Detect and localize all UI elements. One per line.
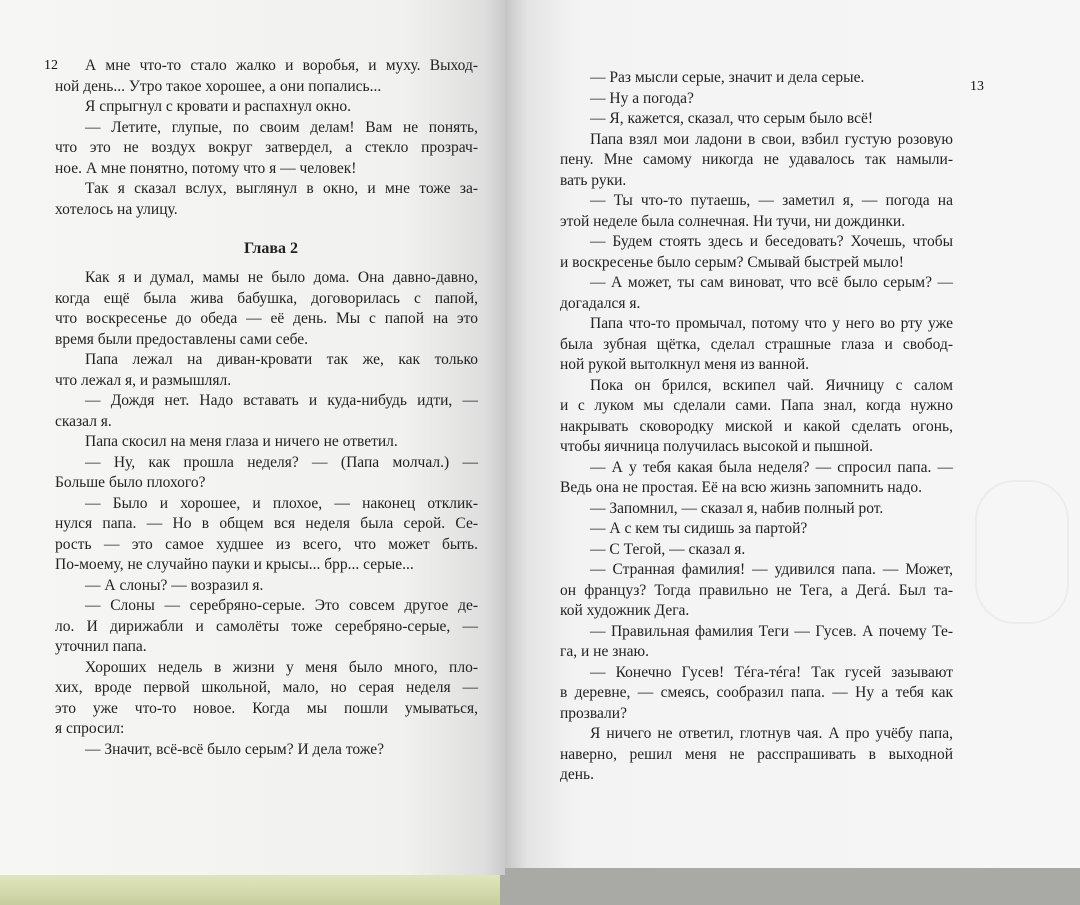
text-line: этой неделе была солнечная. Ни тучи, ни дождинки. — [560, 212, 906, 230]
text-line: накрывать сковородку миской и какой сделать огонь, — [560, 417, 953, 435]
text-line: — Будем стоять здесь и беседовать? Хочешь, чтобы — [590, 233, 953, 250]
text-line: и воскресенье было серым? Смывай быстрей мыло! — [560, 253, 904, 271]
text-line: — Дождя нет. Надо вставать и куда-нибудь идти, — — [85, 392, 478, 409]
text-line: — А у тебя какая была неделя? — спросил папа. — — [590, 458, 953, 476]
text-line: я спросил: — [55, 720, 125, 737]
text-line: Хороших недель в жизни у меня было много, пло- — [85, 658, 478, 676]
text-line: — Слоны — серебряно-серые. Это совсем другое де- — [85, 597, 478, 614]
text-line: Так я сказал вслух, выглянул в окно, и мне тоже за- — [85, 180, 478, 197]
text-line: и с луком мы сделали сами. Папа знал, когда нужно — [560, 397, 953, 414]
text-line: Я спрыгнул с кровати и распахнул окно. — [85, 98, 351, 115]
text-line: — Было и хорошее, и плохое, — наконец отклик- — [85, 494, 478, 512]
text-line: Ведь она не простая. Её на всю жизнь запомнить надо. — [560, 479, 923, 496]
text-line: Как я и думал, мамы не было дома. Она давно-давно, — [85, 269, 478, 286]
text-line: уточнил папа. — [55, 638, 147, 655]
text-line: что лежал я, и размышлял. — [55, 371, 232, 389]
text-line: — Ну, как прошла неделя? — (Папа молчал.) — — [85, 453, 478, 471]
text-line: — Ты что-то путаешь, — заметил я, — погода на — [590, 192, 953, 209]
text-line: наверно, решил меня не расспрашивать в выходной — [560, 745, 953, 763]
left-page-top-text — [55, 56, 478, 220]
left-page-body-text — [55, 268, 478, 760]
text-line: сказал я. — [55, 412, 112, 430]
text-line: — Раз мысли серые, значит и дела серые. — [590, 69, 865, 86]
text-line: чтобы яичница получилась высокой и пышной. — [560, 438, 874, 455]
text-line: — Конечно Гусев! Тéга-тéга! Так гусей зазывают — [590, 663, 953, 681]
text-line: — Ну а погода? — [590, 89, 694, 107]
left-page — [0, 0, 505, 875]
text-line: в деревне, — смеясь, сообразил папа. — Ну а тебя как — [560, 684, 953, 701]
bleed-through-illustration — [975, 480, 1069, 624]
text-line: день. — [560, 766, 595, 783]
text-line: он француз? Тогда правильно не Тега, а Дегá. Был та- — [560, 581, 953, 599]
text-line: кой художник Дега. — [560, 602, 690, 619]
text-line: А мне что-то стало жалко и воробья, и муху. Выход- — [85, 57, 478, 74]
text-line: По-моему, не случайно пауки и крысы... брр... серые... — [55, 556, 414, 573]
page-number-right: 13 — [970, 79, 984, 94]
text-line: Папа взял мои ладони в свои, взбил густую розовую — [590, 130, 953, 148]
text-line: рость — это самое худшее из всего, что может быть. — [55, 535, 478, 553]
text-line: Я ничего не ответил, глотнув чая. А про учёбу папа, — [590, 725, 953, 742]
text-line: хих, вроде первой школьной, мало, но серая неделя — — [55, 679, 478, 696]
text-line: была зубная щётка, сделал страшные глаза и свобод- — [560, 335, 953, 353]
text-line: ло. И дирижабли и самолёты тоже серебряно-серые, — — [55, 617, 478, 635]
text-line: — А может, ты сам виноват, что всё было серым? — — [590, 274, 953, 291]
text-line: — С Тегой, — сказал я. — [590, 540, 746, 558]
right-page — [505, 0, 1080, 868]
text-line: нулся папа. — Но в общем вся неделя была серой. Се- — [55, 515, 478, 532]
text-line: что воскресенье до обеда — её день. Мы с папой на это — [55, 310, 478, 327]
text-line: это уже что-то новое. Когда мы пошли умываться, — [55, 699, 478, 717]
text-line: — А слоны? — возразил я. — [85, 576, 264, 594]
text-line: — Значит, всё-всё было серым? И дела тоже? — [85, 740, 385, 758]
text-line: вать руки. — [560, 171, 627, 189]
text-line: хотелось на улицу. — [55, 200, 178, 218]
text-line: что это не воздух вокруг затвердел, а стекло прозрач- — [55, 139, 478, 156]
text-line: га, и не знаю. — [560, 643, 649, 660]
text-line: догадался я. — [560, 294, 641, 312]
text-line: прозвали? — [560, 704, 627, 722]
text-line: Пока он брился, вскипел чай. Яичницу с салом — [590, 376, 953, 394]
chapter-title: Глава 2 — [244, 240, 298, 257]
right-page-text — [560, 68, 953, 786]
text-line: когда ещё была жива бабушка, договорилась с папой, — [55, 289, 478, 307]
text-line: Папа скосил на меня глаза и ничего не ответил. — [85, 433, 398, 450]
text-line: — Странная фамилия! — удивился папа. — Может, — [590, 561, 953, 578]
text-line: — Я, кажется, сказал, что серым было всё! — [590, 110, 874, 127]
text-line: Папа что-то промычал, потому что у него во рту уже — [590, 315, 953, 332]
text-line: Больше было плохого? — [55, 474, 206, 491]
text-line: время были предоставлены сами себе. — [55, 330, 309, 348]
text-line: ной день... Утро такое хорошее, а они попались... — [55, 77, 382, 95]
text-line: — Запомнил, — сказал я, набив полный рот. — [590, 499, 884, 517]
text-line: — Правильная фамилия Теги — Гусев. А почему Те- — [590, 622, 953, 640]
text-line: — Летите, глупые, по своим делам! Вам не понять, — [85, 118, 478, 136]
text-line: ной рукой вытолкнул меня из ванной. — [560, 356, 810, 373]
text-line: пену. Мне самому никогда не удавалось так намыли- — [560, 151, 953, 168]
text-line: Папа лежал на диван-кровати так же, как только — [85, 351, 478, 368]
text-line: ное. А мне понятно, потому что я — человек! — [55, 159, 357, 177]
text-line: — А с кем ты сидишь за партой? — [590, 520, 808, 537]
page-number-left: 12 — [44, 58, 58, 73]
